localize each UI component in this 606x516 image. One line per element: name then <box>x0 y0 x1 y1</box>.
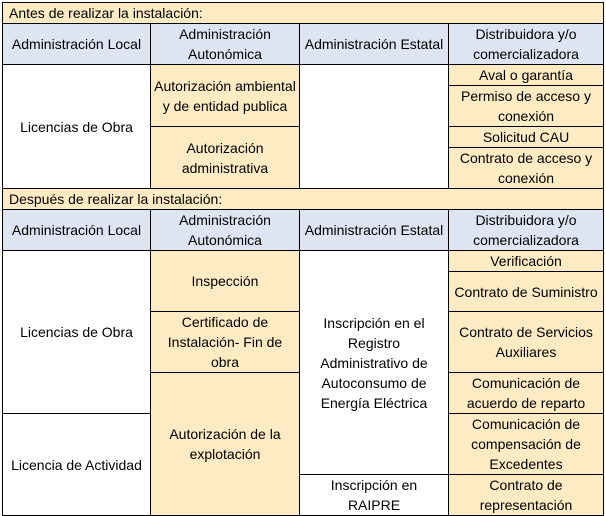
cell-compensacion-excedentes: Comunicación de compensación de Excedentes <box>449 414 604 475</box>
cell-servicios-auxiliares: Contrato de Servicios Auxiliares <box>449 312 604 373</box>
header-distribuidora-2: Distribuidora y/o comercializadora <box>449 210 604 251</box>
cell-estatal-empty <box>300 65 449 189</box>
cell-licencia-actividad: Licencia de Actividad <box>3 414 151 516</box>
cell-certificado-instalacion: Certificado de Instalación- Fin de obra <box>151 312 300 373</box>
procedures-table <box>2 2 604 516</box>
cell-autorizacion-administrativa: Autorización administrativa <box>151 127 300 189</box>
header-local: Administración Local <box>3 24 151 65</box>
header-estatal-2: Administración Estatal <box>300 210 449 251</box>
cell-inspeccion: Inspección <box>151 251 300 312</box>
cell-permiso-acceso: Permiso de acceso y conexión <box>449 86 604 127</box>
cell-verificacion: Verificación <box>449 251 604 272</box>
cell-acuerdo-reparto: Comunicación de acuerdo de reparto <box>449 373 604 414</box>
header-autonomica-2: Administración Autonómica <box>151 210 300 251</box>
cell-inscripcion-registro: Inscripción en el Registro Administrativo de Autoconsumo de Energía Eléctrica <box>300 251 449 475</box>
cell-contrato-suministro: Contrato de Suministro <box>449 272 604 312</box>
header-estatal: Administración Estatal <box>300 24 449 65</box>
section-title-after: Después de realizar la instalación: <box>3 189 604 210</box>
header-local-2: Administración Local <box>3 210 151 251</box>
cell-local-licencias-obra: Licencias de Obra <box>3 65 151 189</box>
cell-aval-garantia: Aval o garantía <box>449 65 604 86</box>
section-title-before: Antes de realizar la instalación: <box>3 3 604 24</box>
cell-contrato-representacion: Contrato de representación <box>449 475 604 516</box>
cell-solicitud-cau: Solicitud CAU <box>449 127 604 148</box>
header-autonomica: Administración Autonómica <box>151 24 300 65</box>
cell-local-licencias-obra-2: Licencias de Obra <box>3 251 151 414</box>
cell-inscripcion-raipre: Inscripción en RAIPRE <box>300 475 449 516</box>
cell-contrato-acceso: Contrato de acceso y conexión <box>449 148 604 189</box>
header-distribuidora: Distribuidora y/o comercializadora <box>449 24 604 65</box>
cell-autorizacion-explotacion: Autorización de la explotación <box>151 373 300 516</box>
cell-autorizacion-ambiental: Autorización ambiental y de entidad publica <box>151 65 300 127</box>
